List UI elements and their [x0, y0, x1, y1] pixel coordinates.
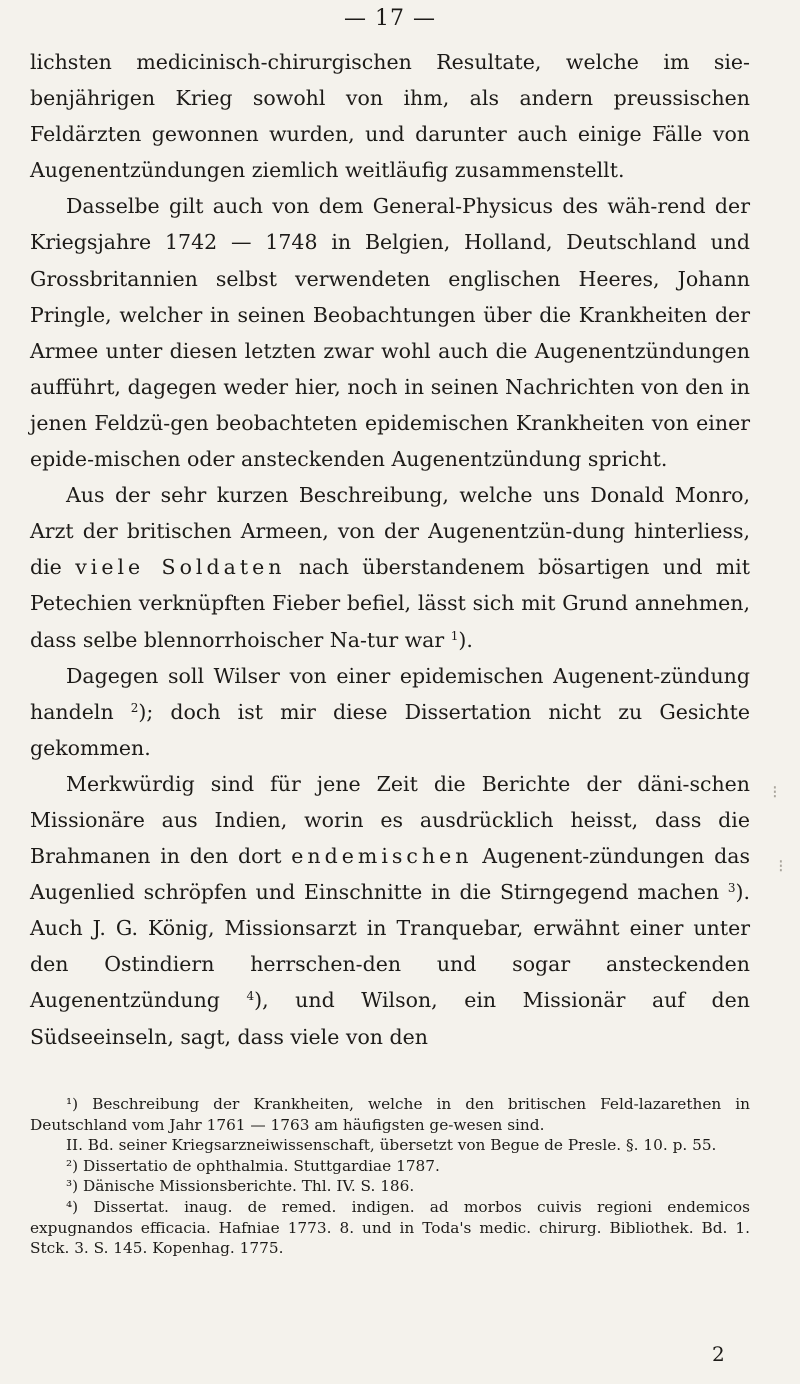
footnote-ref-4: 4 [246, 989, 255, 1004]
paragraph-1: lichsten medicinisch-chirurgischen Resultate, welche im sie-benjährigen Krieg sowohl von ihm, als andern preussischen Feldärzten gewonnen wurden, und darunter auch einige Fälle von Augenentzündungen ziemlich weitläufig zusammenstellt. [30, 50, 750, 183]
footnote-1: ¹) Beschreibung der Krankheiten, welche in den britischen Feld-lazarethen in Deutschland vom Jahr 1761 — 1763 am häufigsten ge-wesen sind. [30, 1095, 750, 1134]
page-number: — 17 — [344, 6, 436, 31]
footnote-ref-1: 1 [450, 628, 459, 643]
paragraph-5-text-c: ). Auch J. G. König, Missionsarzt in Tranquebar, erwähnt einer unter den Ostindiern herrschen-den und sogar ansteckenden Augenentzündung [30, 880, 750, 1013]
paragraph-3-text-b: nach überstandenem bösartigen und mit Petechien verknüpften Fieber befiel, lässt sich mit Grund annehmen, dass selbe blennorrhoischer Na-tur war [30, 555, 750, 652]
bleed-through-mark-1: ⁝ [772, 782, 778, 803]
signature-mark: 2 [712, 1342, 725, 1366]
paragraph-5 [30, 766, 750, 1055]
paragraph-3-text-c: ). [458, 627, 473, 652]
paragraph-3 [30, 477, 750, 657]
footnote-ref-2: 2 [130, 700, 139, 715]
emphasis-endemischen: endemischen [291, 844, 473, 869]
paragraph-3-text-a: Aus der sehr kurzen Beschreibung, welche uns Donald Monro, Arzt der britischen Armeen, von der Augenentzün-dung hinterliess, die [30, 483, 750, 580]
book-page [30, 0, 750, 1384]
paragraph-5-text-a: Merkwürdig sind für jene Zeit die Berichte der däni-schen Missionäre aus Indien, worin es ausdrücklich heisst, dass die Brahmanen in den dort [30, 771, 750, 869]
bleed-through-mark-2: ⁝ [778, 856, 784, 877]
footnote-4: ⁴) Dissertat. inaug. de remed. indigen. ad morbos cuivis regioni endemicos expugnandos efficacia. Hafniae 1773. 8. und in Toda's medic. chirurg. Bibliothek. Bd. 1. Stck. 3. S. 145. Kopenhag. 1775. [30, 1197, 750, 1258]
footnote-1-continued: II. Bd. seiner Kriegsarzneiwissenschaft, übersetzt von Begue de Presle. §. 10. p. 55. [66, 1136, 717, 1155]
emphasis-viele-soldaten: viele Soldaten [75, 555, 286, 580]
paragraph-4 [30, 658, 750, 766]
main-text [30, 44, 750, 1055]
footnote-2: ²) Dissertatio de ophthalmia. Stuttgardiae 1787. [66, 1156, 440, 1175]
footnote-3: ³) Dänische Missionsberichte. Thl. IV. S. 186. [66, 1177, 415, 1196]
paragraph-4-text-a: Dagegen soll Wilser von einer epidemischen Augenent-zündung handeln [30, 663, 750, 724]
paragraph-5-text-d: ), und Wilson, ein Missionär auf den Südseeinseln, sagt, dass viele von den [30, 988, 750, 1049]
paragraph-5-text-b: Augenent-zündungen das Augenlied schröpfen und Einschnitte in die Stirngegend machen [30, 844, 750, 905]
paragraph-2: Dasselbe gilt auch von dem General-Physicus des wäh-rend der Kriegsjahre 1742 — 1748 in Belgien, Holland, Deutschland und Grossbritannien selbst verwendeten englischen Heeres, Johann Pringle, welcher in seinen Beobachtungen über die Krankheiten der Armee unter diesen letzten zwar wohl auch die Augenentzündungen aufführt, dagegen weder hier, noch in seinen Nachrichten von den in jenen Feldzü-gen beobachteten epidemischen Krankheiten von einer epide-mischen oder ansteckenden Augenentzündung spricht. [30, 194, 750, 472]
footnote-ref-3: 3 [727, 881, 736, 896]
footnotes [30, 1094, 750, 1259]
paragraph-4-text-b: ); doch ist mir diese Dissertation nicht zu Gesichte gekommen. [30, 699, 750, 760]
